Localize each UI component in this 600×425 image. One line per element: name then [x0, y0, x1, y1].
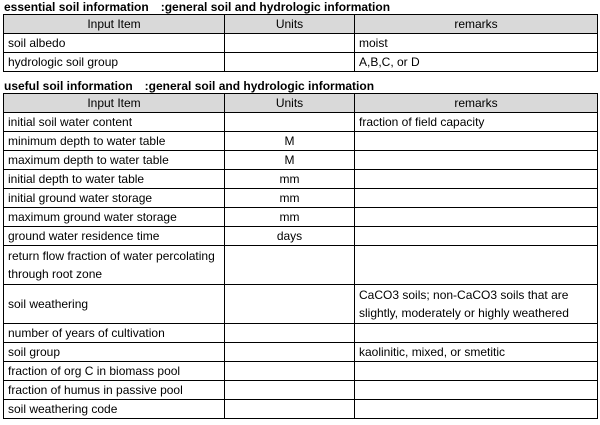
table-row — [4, 246, 598, 285]
cell-item: soil group — [4, 343, 225, 362]
cell-item: hydrologic soil group — [4, 53, 225, 72]
table-row — [4, 362, 598, 381]
cell-units: M — [225, 151, 355, 170]
table-row — [4, 227, 598, 246]
cell-item: fraction of org C in biomass pool — [4, 362, 225, 381]
cell-units — [225, 362, 355, 381]
cell-item: return flow fraction of water percolating through root zone — [4, 246, 225, 285]
cell-units: mm — [225, 170, 355, 189]
cell-units — [225, 246, 355, 285]
cell-item: number of years of cultivation — [4, 324, 225, 343]
header-input-item: Input Item — [4, 15, 225, 34]
cell-item: maximum depth to water table — [4, 151, 225, 170]
essential-soil-table — [3, 14, 598, 72]
table-row — [4, 285, 598, 324]
header-remarks: remarks — [355, 15, 598, 34]
cell-remarks — [355, 189, 598, 208]
cell-units — [225, 34, 355, 53]
table-row — [4, 170, 598, 189]
cell-item: initial soil water content — [4, 113, 225, 132]
cell-remarks: A,B,C, or D — [355, 53, 598, 72]
cell-units: days — [225, 227, 355, 246]
cell-remarks — [355, 246, 598, 285]
useful-soil-table — [3, 93, 598, 419]
cell-units — [225, 113, 355, 132]
header-units: Units — [225, 94, 355, 113]
cell-units: mm — [225, 189, 355, 208]
cell-units: M — [225, 132, 355, 151]
table-row — [4, 324, 598, 343]
cell-remarks — [355, 132, 598, 151]
cell-units — [225, 324, 355, 343]
cell-item: soil weathering — [4, 285, 225, 324]
table-row — [4, 53, 598, 72]
cell-remarks — [355, 151, 598, 170]
cell-remarks — [355, 227, 598, 246]
table-header-row — [4, 15, 598, 34]
useful-section-title: useful soil information :general soil and hydrologic information — [4, 79, 375, 93]
cell-remarks — [355, 324, 598, 343]
cell-item: soil albedo — [4, 34, 225, 53]
cell-units — [225, 400, 355, 419]
cell-units — [225, 285, 355, 324]
header-input-item: Input Item — [4, 94, 225, 113]
cell-remarks: CaCO3 soils; non-CaCO3 soils that are slightly, moderately or highly weathered — [355, 285, 598, 324]
table-row — [4, 113, 598, 132]
table-row — [4, 343, 598, 362]
cell-item: minimum depth to water table — [4, 132, 225, 151]
header-units: Units — [225, 15, 355, 34]
cell-item: soil weathering code — [4, 400, 225, 419]
table-row — [4, 151, 598, 170]
cell-remarks — [355, 362, 598, 381]
table-header-row — [4, 94, 598, 113]
cell-remarks: fraction of field capacity — [355, 113, 598, 132]
cell-remarks: kaolinitic, mixed, or smetitic — [355, 343, 598, 362]
cell-remarks — [355, 208, 598, 227]
essential-section-title: essential soil information :general soil and hydrologic information — [4, 0, 391, 14]
cell-item: ground water residence time — [4, 227, 225, 246]
cell-units — [225, 381, 355, 400]
cell-remarks — [355, 400, 598, 419]
table-row — [4, 34, 598, 53]
cell-units — [225, 343, 355, 362]
cell-units — [225, 53, 355, 72]
cell-remarks — [355, 170, 598, 189]
cell-units: mm — [225, 208, 355, 227]
header-remarks: remarks — [355, 94, 598, 113]
table-row — [4, 381, 598, 400]
cell-item: initial ground water storage — [4, 189, 225, 208]
table-row — [4, 132, 598, 151]
table-row — [4, 400, 598, 419]
cell-item: initial depth to water table — [4, 170, 225, 189]
cell-remarks — [355, 381, 598, 400]
cell-remarks: moist — [355, 34, 598, 53]
table-row — [4, 189, 598, 208]
cell-item: maximum ground water storage — [4, 208, 225, 227]
table-row — [4, 208, 598, 227]
cell-item: fraction of humus in passive pool — [4, 381, 225, 400]
